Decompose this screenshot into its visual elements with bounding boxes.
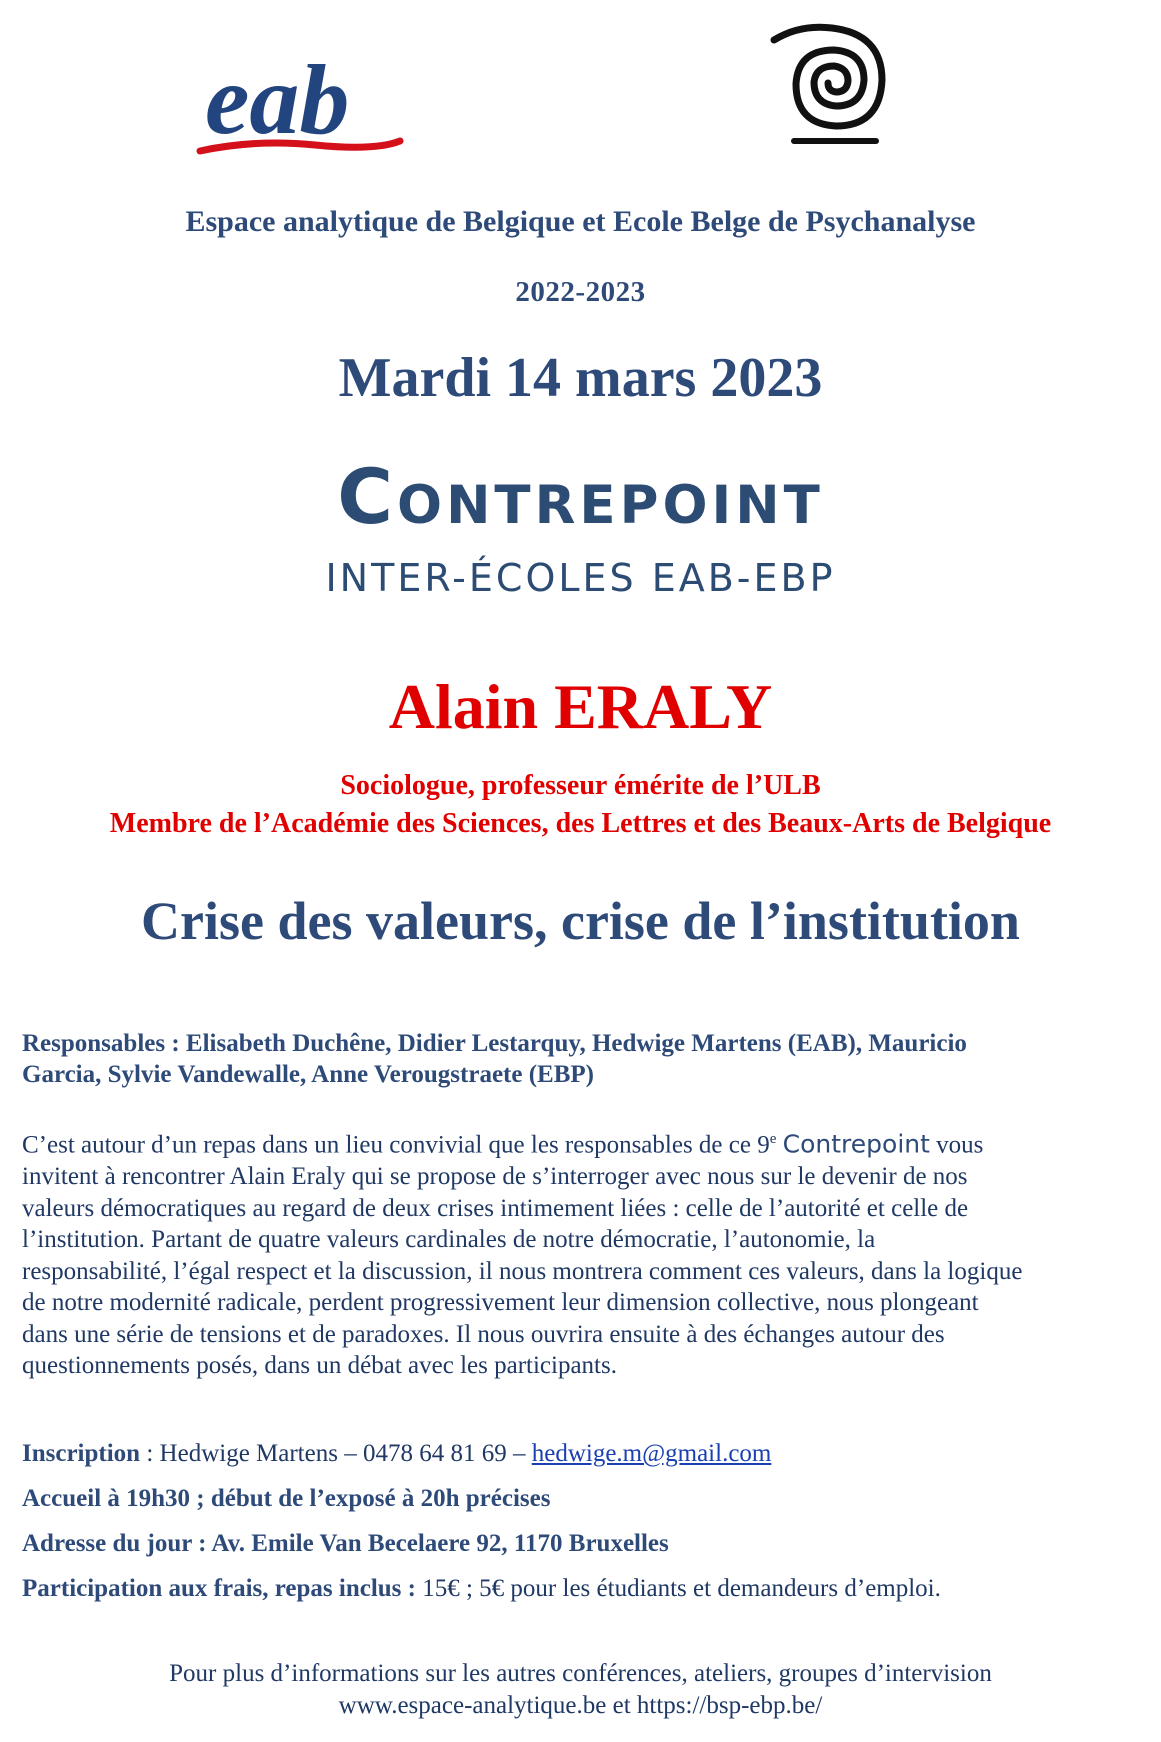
speaker-role-1: Sociologue, professeur émérite de l’ULB [340, 770, 821, 801]
inscription [22, 1440, 771, 1468]
ordinal-suffix: e [769, 1131, 777, 1147]
footer-line-1: Pour plus d’informations sur les autres conférences, ateliers, groupes d’intervision [169, 1660, 992, 1687]
eab-logo-text: eab [205, 44, 350, 155]
series-subtitle: INTER-ÉCOLES EAB-EBP [325, 556, 836, 600]
inscription-email-link[interactable]: hedwige.m@gmail.com [531, 1440, 772, 1467]
responsables-line-1: Responsables : Elisabeth Duchêne, Didier Lestarquy, Hedwige Martens (EAB), Mauricio [22, 1030, 967, 1057]
series-title: Contrepoint [337, 452, 824, 541]
participation-price: 15€ ; 5€ pour les étudiants et demandeurs d’emploi. [415, 1575, 941, 1602]
organization-name: Espace analytique de Belgique et Ecole Belge de Psychanalyse [185, 205, 976, 238]
description [22, 1124, 1142, 1382]
speaker-name: Alain ERALY [388, 671, 773, 742]
description-line-6: dans une série de tensions et de paradoxes. Il nous ouvrira ensuite à des échanges autour des [22, 1320, 945, 1348]
event-date: Mardi 14 mars 2023 [338, 347, 823, 409]
responsables [22, 1028, 1132, 1090]
description-intro-end: vous [936, 1131, 984, 1159]
adresse [22, 1530, 669, 1558]
description-line-5: de notre modernité radicale, perdent progressivement leur dimension collective, nous plongeant [22, 1289, 979, 1317]
participation-label: Participation aux frais, repas inclus : [22, 1575, 416, 1602]
description-line-7: questionnements posés, dans un débat avec les participants. [22, 1352, 617, 1380]
accueil [22, 1485, 550, 1513]
inscription-contact: : Hedwige Martens – 0478 64 81 69 – [140, 1440, 532, 1467]
description-intro: C’est autour d’un repas dans un lieu convivial que les responsables de ce 9 [22, 1131, 770, 1159]
description-line-4: responsabilité, l’égal respect et la discussion, il nous montrera comment ces valeurs, dans la logique [22, 1257, 1023, 1285]
contrepoint-word: Contrepoint [782, 1129, 930, 1159]
accueil-text: Accueil à 19h30 ; début de l’exposé à 20h précises [22, 1485, 551, 1512]
responsables-line-2: Garcia, Sylvie Vandewalle, Anne Verougstraete (EBP) [22, 1061, 594, 1088]
description-line-3: l’institution. Partant de quatre valeurs cardinales de notre démocratie, l’autonomie, la [22, 1226, 876, 1254]
eab-logo [195, 35, 405, 165]
talk-title: Crise des valeurs, crise de l’institution [141, 891, 1020, 951]
participation [22, 1575, 941, 1603]
footer-line-2: www.espace-analytique.be et https://bsp-ebp.be/ [338, 1692, 823, 1719]
inscription-label: Inscription [22, 1440, 141, 1467]
adresse-text: Adresse du jour : Av. Emile Van Becelaere 92, 1170 Bruxelles [22, 1530, 669, 1557]
description-line-2: valeurs démocratiques au regard de deux crises intimement liées : celle de l’autorité et celle de [22, 1194, 969, 1222]
description-line-0 [22, 1124, 1142, 1161]
season: 2022-2023 [515, 276, 646, 308]
speaker-role-2: Membre de l’Académie des Sciences, des Lettres et des Beaux-Arts de Belgique [109, 808, 1052, 839]
spiral-logo [770, 18, 900, 148]
description-line-1: invitent à rencontrer Alain Eraly qui se propose de s’interroger avec nous sur le devenir de nos [22, 1162, 968, 1190]
